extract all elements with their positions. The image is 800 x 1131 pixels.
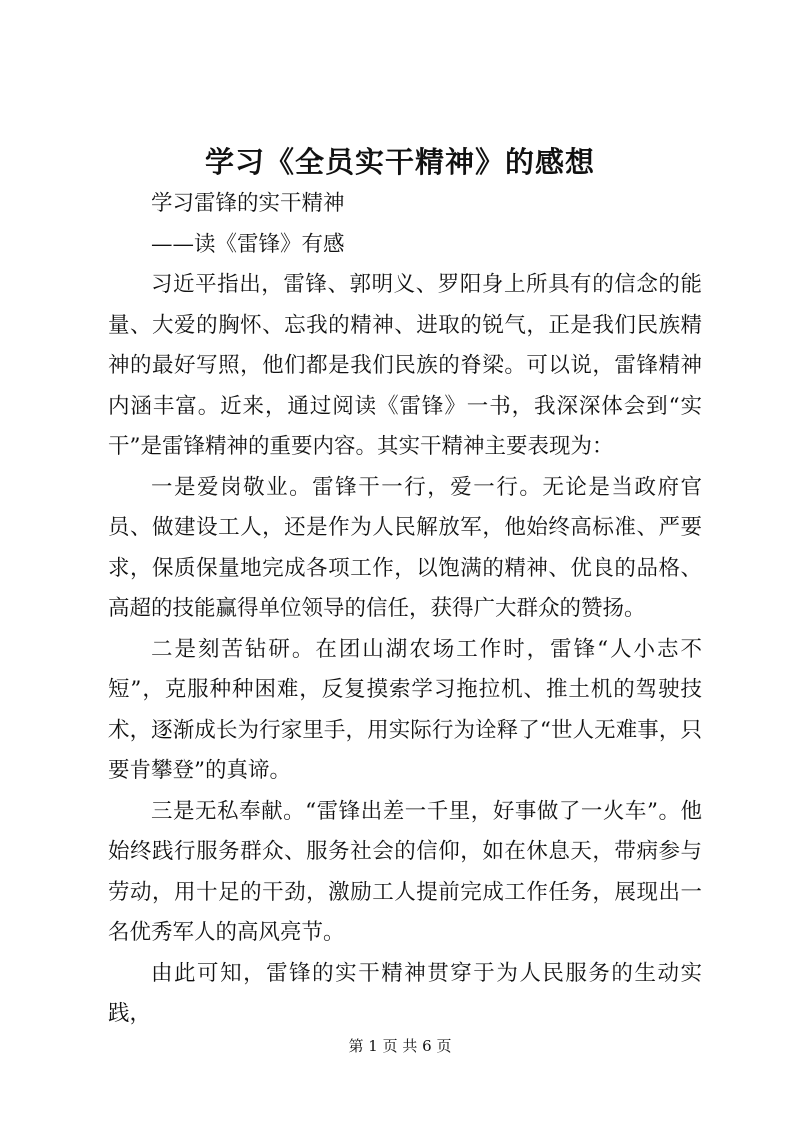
body-paragraph: 由此可知，雷锋的实干精神贯穿于为人民服务的生动实践，	[108, 960, 702, 1026]
body-paragraph: 习近平指出，雷锋、郭明义、罗阳身上所具有的信念的能量、大爱的胸怀、忘我的精神、进取的锐气，正是我们民族精神的最好写照，他们都是我们民族的脊梁。可以说，雷锋精神内涵丰富。近来，通过阅读《雷锋》一书，我深深体会到“实干”是雷锋精神的重要内容。其实干精神主要表现为：	[108, 272, 702, 459]
document-body	[108, 184, 702, 1035]
document-title: 学习《全员实干精神》的感想	[204, 145, 595, 179]
subtitle-paragraph: 学习雷锋的实干精神	[151, 191, 345, 216]
subtitle-paragraph: ——读《雷锋》有感	[151, 231, 345, 257]
body-paragraph: 三是无私奉献。“雷锋出差一千里，好事做了一火车”。他始终践行服务群众、服务社会的信仰，如在休息天，带病参与劳动，用十足的干劲，激励工人提前完成工作任务，展现出一名优秀军人的高风亮节。	[108, 798, 702, 945]
body-paragraph: 二是刻苦钻研。在团山湖农场工作时，雷锋“人小志不短”，克服种种困难，反复摸索学习拖拉机、推土机的驾驶技术，逐渐成长为行家里手，用实际行为诠释了“世人无难事，只要肯攀登”的真谛。	[108, 636, 702, 783]
page-footer: 第 1 页 共 6 页	[348, 1037, 452, 1055]
body-paragraph: 一是爱岗敬业。雷锋干一行，爱一行。无论是当政府官员、做建设工人，还是作为人民解放军，他始终高标准、严要求，保质保量地完成各项工作，以饱满的精神、优良的品格、高超的技能赢得单位领导的信任，获得广大群众的赞扬。	[108, 474, 702, 621]
